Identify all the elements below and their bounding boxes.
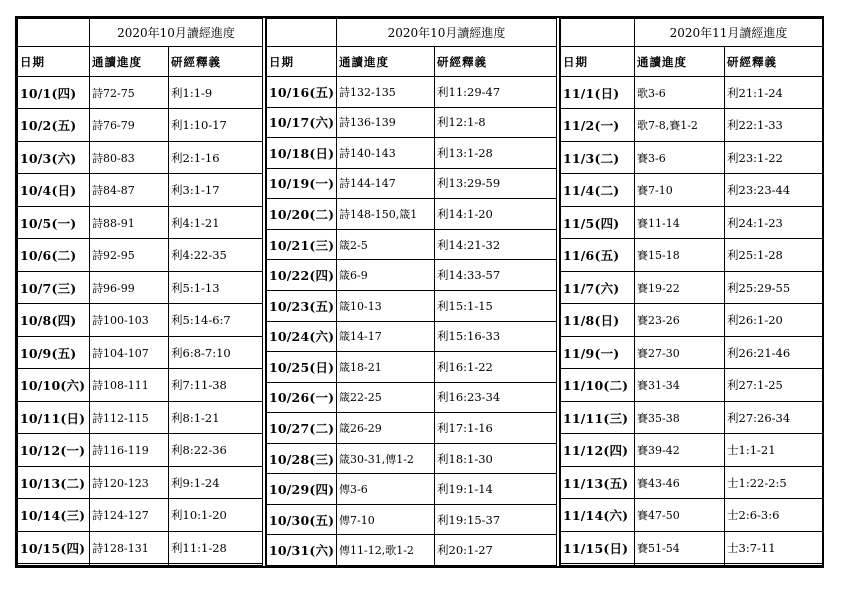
table-row [267, 535, 557, 566]
date-cell [18, 564, 90, 566]
study-cell: 士1:1-21 [725, 434, 823, 466]
reading-cell: 詩136-139 [337, 107, 435, 138]
reading-cell: 詩92-95 [90, 239, 169, 271]
table-row [18, 174, 263, 206]
study-cell: 利26:21-46 [725, 336, 823, 368]
table-row [561, 141, 823, 173]
date-cell: 10/21(三) [267, 229, 337, 260]
date-cell: 10/19(一) [267, 168, 337, 199]
study-cell: 利19:15-37 [435, 504, 557, 535]
schedule-table [266, 18, 557, 566]
reading-cell: 賽51-54 [635, 531, 725, 563]
reading-cell: 賽47-50 [635, 499, 725, 531]
table-row [561, 239, 823, 271]
study-cell: 士1:22-2:5 [725, 466, 823, 498]
reading-cell: 賽39-42 [635, 434, 725, 466]
date-cell: 11/9(一) [561, 336, 635, 368]
table-row [18, 336, 263, 368]
study-cell: 利14:1-20 [435, 199, 557, 230]
date-cell: 11/15(日) [561, 531, 635, 563]
reading-column-header: 通讀進度 [635, 47, 725, 77]
date-cell: 10/18(日) [267, 138, 337, 169]
study-cell: 利5:14-6:7 [169, 304, 263, 336]
study-cell: 士3:7-11 [725, 531, 823, 563]
date-cell: 11/10(二) [561, 369, 635, 401]
study-cell: 利25:29-55 [725, 271, 823, 303]
date-cell: 10/29(四) [267, 474, 337, 505]
date-cell: 10/7(三) [18, 271, 90, 303]
date-cell: 10/3(六) [18, 141, 90, 173]
table-row [18, 369, 263, 401]
study-cell: 利16:1-22 [435, 352, 557, 383]
reading-cell: 箴26-29 [337, 413, 435, 444]
study-column-header: 研經釋義 [725, 47, 823, 77]
reading-cell [90, 564, 169, 566]
date-cell: 10/2(五) [18, 109, 90, 141]
reading-cell: 箴18-21 [337, 352, 435, 383]
study-cell: 利23:23-44 [725, 174, 823, 206]
table-row [18, 304, 263, 336]
reading-cell: 賽19-22 [635, 271, 725, 303]
title-blank-cell [18, 19, 90, 47]
title-blank-cell [561, 19, 635, 47]
date-cell: 10/27(二) [267, 413, 337, 444]
reading-column-header: 通讀進度 [337, 47, 435, 77]
title-blank-cell [267, 19, 337, 47]
reading-cell: 詩140-143 [337, 138, 435, 169]
study-cell: 利17:1-16 [435, 413, 557, 444]
block-title: 2020年10月讀經進度 [90, 19, 263, 47]
date-cell: 10/6(二) [18, 239, 90, 271]
date-cell [561, 564, 635, 566]
reading-cell: 賽27-30 [635, 336, 725, 368]
study-cell: 利18:1-30 [435, 443, 557, 474]
table-row [561, 401, 823, 433]
reading-cell: 歌7-8,賽1-2 [635, 109, 725, 141]
reading-cell: 賽31-34 [635, 369, 725, 401]
study-cell: 利4:22-35 [169, 239, 263, 271]
date-cell: 10/15(四) [18, 531, 90, 563]
table-row [561, 369, 823, 401]
study-cell: 利10:1-20 [169, 499, 263, 531]
study-cell: 利7:11-38 [169, 369, 263, 401]
study-cell: 利1:1-9 [169, 77, 263, 109]
reading-cell: 詩124-127 [90, 499, 169, 531]
study-cell: 利8:1-21 [169, 401, 263, 433]
date-cell: 10/26(一) [267, 382, 337, 413]
reading-cell: 賽35-38 [635, 401, 725, 433]
date-cell: 11/13(五) [561, 466, 635, 498]
date-column-header: 日期 [561, 47, 635, 77]
study-cell: 利1:10-17 [169, 109, 263, 141]
study-cell: 利3:1-17 [169, 174, 263, 206]
reading-cell: 詩148-150,箴1 [337, 199, 435, 230]
date-cell: 11/11(三) [561, 401, 635, 433]
reading-cell: 詩144-147 [337, 168, 435, 199]
study-column-header: 研經釋義 [169, 47, 263, 77]
study-cell: 利25:1-28 [725, 239, 823, 271]
table-row [18, 531, 263, 563]
table-row [561, 466, 823, 498]
table-row [18, 239, 263, 271]
table-row [561, 434, 823, 466]
reading-cell: 詩76-79 [90, 109, 169, 141]
date-cell: 11/4(二) [561, 174, 635, 206]
date-cell: 10/14(三) [18, 499, 90, 531]
date-cell: 11/8(日) [561, 304, 635, 336]
schedule-block-oct-second-half [266, 18, 556, 566]
table-row [267, 321, 557, 352]
study-cell: 利6:8-7:10 [169, 336, 263, 368]
study-cell: 利23:1-22 [725, 141, 823, 173]
date-cell: 10/17(六) [267, 107, 337, 138]
reading-cell: 詩112-115 [90, 401, 169, 433]
table-row [18, 466, 263, 498]
date-cell: 10/12(一) [18, 434, 90, 466]
table-row [18, 109, 263, 141]
study-cell: 利13:29-59 [435, 168, 557, 199]
reading-cell: 傳11-12,歌1-2 [337, 535, 435, 566]
table-row [561, 109, 823, 141]
table-row [267, 352, 557, 383]
study-cell: 利21:1-24 [725, 77, 823, 109]
reading-cell: 賽3-6 [635, 141, 725, 173]
date-cell: 11/14(六) [561, 499, 635, 531]
study-cell: 士2:6-3:6 [725, 499, 823, 531]
study-cell: 利24:1-23 [725, 206, 823, 238]
reading-cell: 詩132-135 [337, 77, 435, 108]
date-cell: 10/24(六) [267, 321, 337, 352]
table-row [18, 564, 263, 566]
reading-cell: 詩128-131 [90, 531, 169, 563]
reading-cell: 詩88-91 [90, 206, 169, 238]
table-row [561, 304, 823, 336]
table-row [267, 77, 557, 108]
date-cell: 10/8(四) [18, 304, 90, 336]
date-cell: 10/9(五) [18, 336, 90, 368]
reading-cell: 詩104-107 [90, 336, 169, 368]
date-cell: 10/31(六) [267, 535, 337, 566]
reading-cell: 詩108-111 [90, 369, 169, 401]
reading-cell: 賽43-46 [635, 466, 725, 498]
study-cell: 利11:29-47 [435, 77, 557, 108]
study-cell: 利4:1-21 [169, 206, 263, 238]
reading-cell: 詩96-99 [90, 271, 169, 303]
reading-column-header: 通讀進度 [90, 47, 169, 77]
study-cell: 利5:1-13 [169, 271, 263, 303]
date-cell: 11/2(一) [561, 109, 635, 141]
table-row [18, 401, 263, 433]
reading-cell: 詩116-119 [90, 434, 169, 466]
date-cell: 10/10(六) [18, 369, 90, 401]
table-row [267, 138, 557, 169]
table-row [561, 271, 823, 303]
date-cell: 10/11(日) [18, 401, 90, 433]
table-row [561, 206, 823, 238]
table-row [267, 474, 557, 505]
reading-cell: 詩72-75 [90, 77, 169, 109]
study-cell: 利19:1-14 [435, 474, 557, 505]
reading-cell [635, 564, 725, 566]
date-cell: 11/3(二) [561, 141, 635, 173]
reading-cell: 詩84-87 [90, 174, 169, 206]
block-title: 2020年11月讀經進度 [635, 19, 823, 47]
reading-cell: 箴6-9 [337, 260, 435, 291]
reading-cell: 箴10-13 [337, 290, 435, 321]
date-cell: 10/23(五) [267, 290, 337, 321]
table-row [267, 413, 557, 444]
study-cell: 利16:23-34 [435, 382, 557, 413]
reading-cell: 箴2-5 [337, 229, 435, 260]
reading-cell: 賽15-18 [635, 239, 725, 271]
study-cell: 利20:1-27 [435, 535, 557, 566]
study-cell: 利8:22-36 [169, 434, 263, 466]
study-cell: 利27:26-34 [725, 401, 823, 433]
date-cell: 11/7(六) [561, 271, 635, 303]
date-cell: 10/22(四) [267, 260, 337, 291]
study-cell: 利26:1-20 [725, 304, 823, 336]
date-cell: 10/16(五) [267, 77, 337, 108]
schedule-table [560, 18, 823, 566]
date-cell: 11/5(四) [561, 206, 635, 238]
reading-cell: 詩80-83 [90, 141, 169, 173]
schedule-block-nov [560, 18, 822, 566]
study-cell [725, 564, 823, 566]
date-cell: 10/28(三) [267, 443, 337, 474]
reading-cell: 歌3-6 [635, 77, 725, 109]
table-row [561, 336, 823, 368]
table-row [561, 564, 823, 566]
table-row [267, 260, 557, 291]
date-cell: 10/30(五) [267, 504, 337, 535]
study-cell: 利22:1-33 [725, 109, 823, 141]
table-row [561, 499, 823, 531]
reading-cell: 箴22-25 [337, 382, 435, 413]
study-cell: 利14:33-57 [435, 260, 557, 291]
study-cell: 利15:1-15 [435, 290, 557, 321]
table-row [267, 199, 557, 230]
table-row [267, 168, 557, 199]
date-column-header: 日期 [18, 47, 90, 77]
table-row [18, 271, 263, 303]
table-row [561, 531, 823, 563]
study-cell: 利9:1-24 [169, 466, 263, 498]
reading-cell: 詩120-123 [90, 466, 169, 498]
date-cell: 10/5(一) [18, 206, 90, 238]
table-row [267, 382, 557, 413]
reading-cell: 詩100-103 [90, 304, 169, 336]
table-row [267, 107, 557, 138]
schedule-table [17, 18, 263, 566]
block-title: 2020年10月讀經進度 [337, 19, 557, 47]
study-cell: 利12:1-8 [435, 107, 557, 138]
table-row [561, 174, 823, 206]
table-row [267, 443, 557, 474]
reading-cell: 傳7-10 [337, 504, 435, 535]
table-row [561, 77, 823, 109]
reading-cell: 傳3-6 [337, 474, 435, 505]
table-row [18, 77, 263, 109]
date-cell: 11/12(四) [561, 434, 635, 466]
reading-cell: 賽7-10 [635, 174, 725, 206]
table-row [18, 499, 263, 531]
schedule-block-oct-first-half [17, 18, 262, 566]
table-row [267, 504, 557, 535]
reading-cell: 賽23-26 [635, 304, 725, 336]
study-cell: 利27:1-25 [725, 369, 823, 401]
table-row [18, 434, 263, 466]
study-cell: 利2:1-16 [169, 141, 263, 173]
date-cell: 11/6(五) [561, 239, 635, 271]
table-row [18, 206, 263, 238]
date-cell: 10/1(四) [18, 77, 90, 109]
reading-cell: 箴14-17 [337, 321, 435, 352]
date-cell: 10/13(二) [18, 466, 90, 498]
study-cell: 利11:1-28 [169, 531, 263, 563]
study-cell: 利13:1-28 [435, 138, 557, 169]
date-column-header: 日期 [267, 47, 337, 77]
date-cell: 11/1(日) [561, 77, 635, 109]
date-cell: 10/20(二) [267, 199, 337, 230]
reading-cell: 賽11-14 [635, 206, 725, 238]
study-cell [169, 564, 263, 566]
date-cell: 10/4(日) [18, 174, 90, 206]
study-cell: 利15:16-33 [435, 321, 557, 352]
study-cell: 利14:21-32 [435, 229, 557, 260]
table-row [18, 141, 263, 173]
study-column-header: 研經釋義 [435, 47, 557, 77]
reading-cell: 箴30-31,傳1-2 [337, 443, 435, 474]
table-row [267, 290, 557, 321]
reading-schedule-sheet [15, 16, 824, 568]
table-row [267, 229, 557, 260]
date-cell: 10/25(日) [267, 352, 337, 383]
